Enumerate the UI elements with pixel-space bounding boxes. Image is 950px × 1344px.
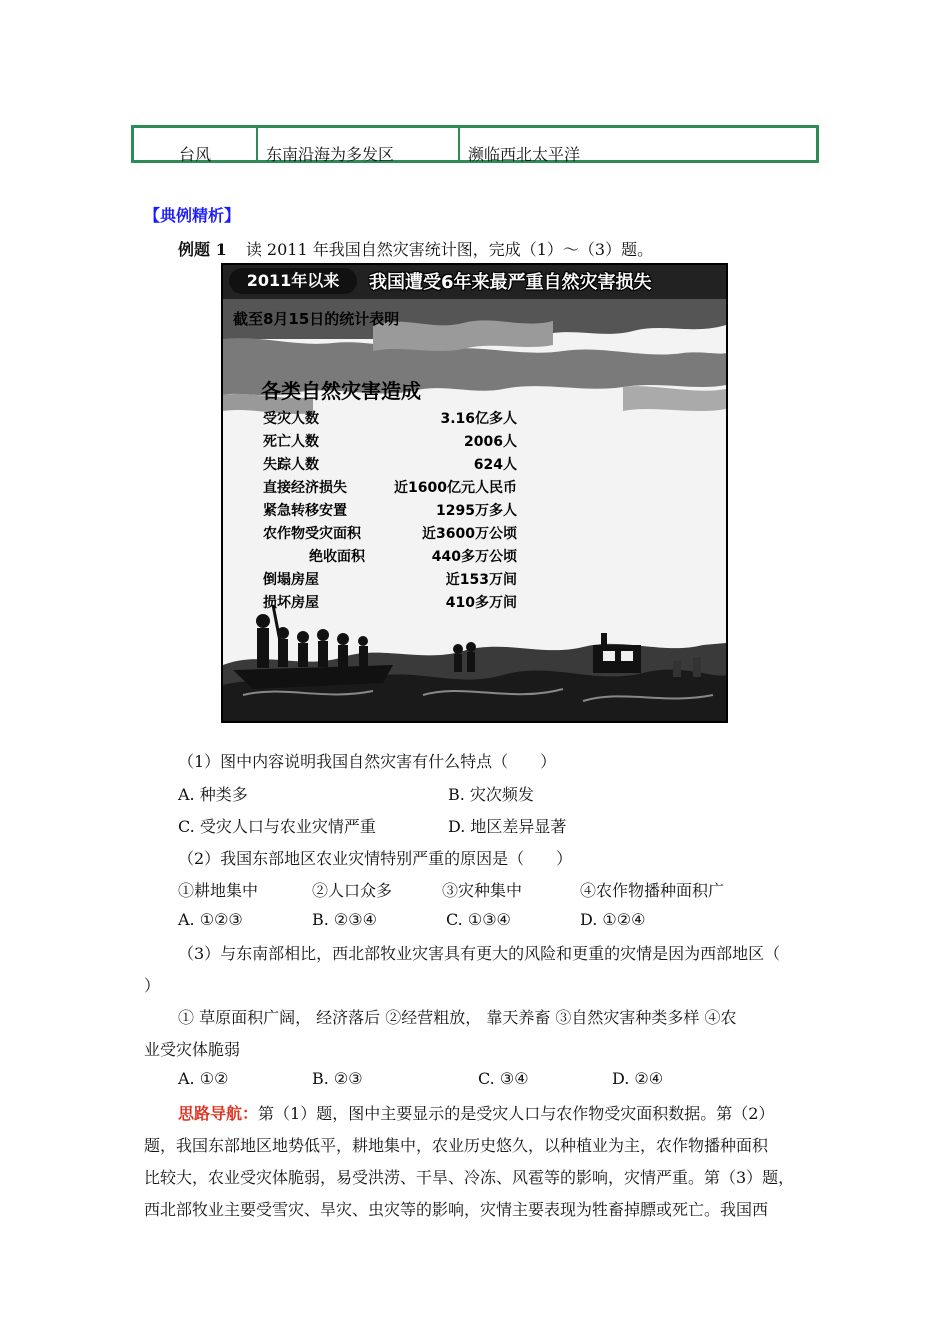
stat-value: 1295万多人 [436, 503, 517, 519]
stat-label: 农作物受灾面积 [263, 526, 361, 542]
analysis-line-3: 比较大，农业受灾体脆弱，易受洪涝、干旱、冷冻、风雹等的影响，灾情严重。第（3）题， [144, 1168, 795, 1187]
question-3-option-d: D. ②④ [612, 1069, 664, 1088]
question-1-option-d: D. 地区差异显著 [448, 817, 567, 836]
analysis-first-line [178, 1101, 774, 1124]
stat-label: 死亡人数 [263, 434, 319, 450]
stat-label: 紧急转移安置 [263, 503, 347, 519]
analysis-line-4: 西北部牧业主要受雪灾、旱灾、虫灾等的影响，灾情主要表现为牲畜掉膘或死亡。我国西 [144, 1200, 769, 1219]
question-3-stem-cont: ） [144, 976, 161, 995]
stat-label: 倒塌房屋 [263, 572, 319, 588]
question-3-option-b: B. ②③ [312, 1069, 363, 1088]
question-2-option-c: C. ①③④ [446, 910, 511, 929]
question-3-option-c: C. ③④ [478, 1069, 529, 1088]
stat-value: 440多万公顷 [431, 549, 517, 565]
stat-label: 绝收面积 [309, 549, 365, 565]
question-2-option-a: A. ①②③ [178, 910, 243, 929]
question-2-option-d: D. ①②④ [580, 910, 646, 929]
poster-list-title: 各类自然灾害造成 [261, 379, 421, 403]
stat-value: 624人 [473, 457, 517, 473]
question-3-stem: （3）与东南部相比，西北部牧业灾害具有更大的风险和更重的灾情是因为西部地区（ [178, 944, 781, 963]
stat-value: 410多万间 [445, 595, 517, 611]
stat-label: 失踪人数 [263, 457, 319, 473]
question-2-option-b: B. ②③④ [312, 910, 377, 929]
poster-year-badge: 2011年以来 [229, 268, 357, 294]
analysis-line-2: 题，我国东部地区地势低平，耕地集中，农业历史悠久，以种植业为主，农作物播种面积 [144, 1136, 769, 1155]
question-2-item-3: ③灾种集中 [442, 881, 523, 900]
question-1-option-b: B. 灾次频发 [448, 785, 534, 804]
table-cell-distribution: 东南沿海为多发区 [258, 128, 460, 160]
stat-value: 3.16亿多人 [440, 411, 517, 427]
poster-subhead: 截至8月15日的统计表明 [233, 310, 400, 328]
question-2-item-2: ②人口众多 [312, 881, 393, 900]
stat-value: 近153万间 [445, 572, 517, 588]
analysis-text: 第（1）题，图中主要显示的是受灾人口与农作物受灾面积数据。第（2） [258, 1104, 775, 1123]
question-3-items: ① 草原面积广阔， 经济落后 ②经营粗放， 靠天养畜 ③自然灾害种类多样 ④农 [178, 1008, 737, 1027]
stat-label: 损坏房屋 [263, 595, 319, 611]
question-3-items-cont: 业受灾体脆弱 [144, 1040, 241, 1059]
question-1-option-a: A. 种类多 [178, 785, 248, 804]
stat-value: 近3600万公顷 [422, 526, 517, 542]
example-label: 例题 1 [178, 240, 227, 259]
question-3-option-a: A. ①② [178, 1069, 229, 1088]
question-1-option-c: C. 受灾人口与农业灾情严重 [178, 817, 376, 836]
question-2-item-4: ④农作物播种面积广 [580, 881, 725, 900]
analysis-label: 思路导航： [178, 1104, 259, 1123]
example-text: 读 2011 年我国自然灾害统计图，完成（1）～（3）题。 [245, 240, 654, 259]
example-heading [178, 237, 653, 260]
table-cell-hazard: 台风 [134, 128, 258, 160]
poster-headline: 我国遭受6年来最严重自然灾害损失 [369, 272, 652, 293]
stat-label: 受灾人数 [263, 411, 319, 427]
question-2-stem: （2）我国东部地区农业灾情特别严重的原因是（ ） [178, 849, 573, 868]
section-title: 【典例精析】 [144, 206, 241, 225]
stat-value: 2006人 [464, 434, 517, 450]
hazard-table-row [131, 125, 819, 163]
stat-label: 直接经济损失 [263, 480, 347, 496]
disaster-statistics-poster [221, 263, 728, 723]
question-1-stem: （1）图中内容说明我国自然灾害有什么特点（ ） [178, 752, 557, 771]
stat-value: 近1600亿元人民币 [394, 480, 517, 496]
question-2-item-1: ①耕地集中 [178, 881, 259, 900]
table-cell-reason: 濒临西北太平洋 [468, 145, 581, 164]
